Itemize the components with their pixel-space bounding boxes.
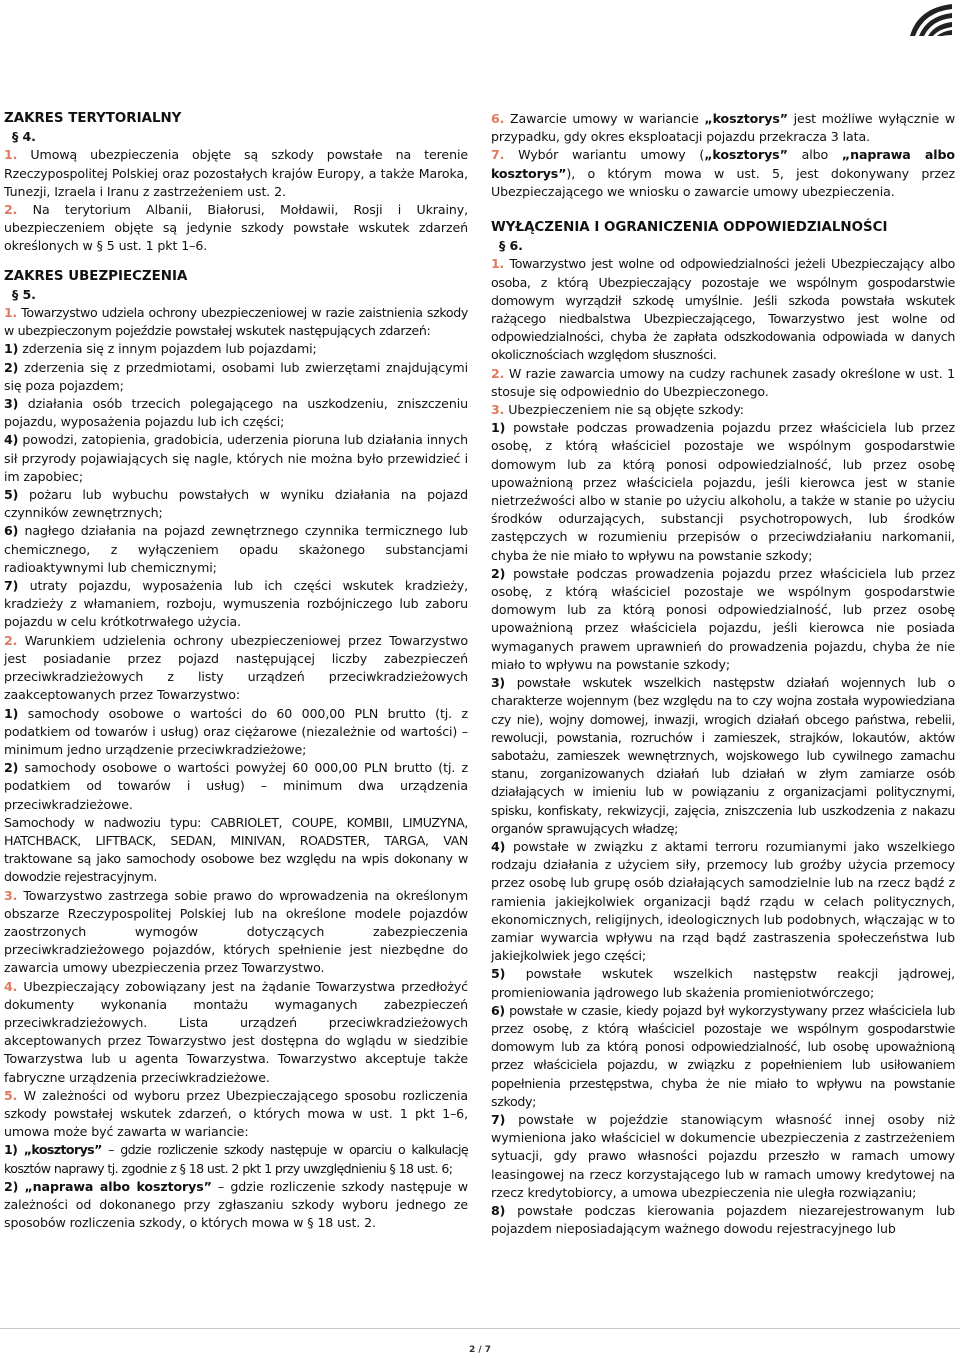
list-item <box>4 522 468 577</box>
item-number: 2) <box>4 760 19 776</box>
paragraph-text: Ubezpieczający zobowiązany jest na żądanie Towarzystwa przedłożyć dokumenty wykonania montażu wymaganych zabezpieczeń przeciwkradzieżowych. Lista urządzeń przeciwkradzieżowych akceptowanych przez Towarzystwo jest dostępna do wglądu w siedzibie Towarzystwa lub u agenta Towarzystwa. Towarzystwo akceptuje także fabryczne urządzenia przeciwkradzieżowe. <box>4 978 469 1085</box>
paragraph-text: Zawarcie umowy w wariancie <box>510 111 699 126</box>
item-text: – gdzie rozliczenie szkody następuje w zależności od dokonanego przy zgłaszaniu szkody wyboru jednego ze sposobów rozliczenia szkody, o których mowa w § 18 ust. 2. <box>4 1178 469 1231</box>
variant-keyword: „kosztorys” <box>704 111 788 126</box>
paragraph-6-2 <box>491 365 955 401</box>
list-item <box>491 419 955 565</box>
paragraph-text: albo <box>801 147 829 163</box>
swoosh-logo-icon <box>908 2 954 38</box>
item-text: pożaru lub wybuchu powstałych w wyniku działania na pojazd czynników zewnętrznych; <box>4 487 468 521</box>
list-item <box>4 431 468 486</box>
paragraph-text: Wybór wariantu umowy ( <box>518 147 705 163</box>
page-number: 2 / 7 <box>468 1345 492 1355</box>
item-number: 7) <box>491 1111 506 1127</box>
paragraph-number: 4. <box>4 978 18 994</box>
section-6: § 6. <box>499 238 523 254</box>
paragraph-number: 1. <box>4 147 18 163</box>
list-item <box>491 838 955 965</box>
paragraph-text: jest możliwe wyłącznie w przypadku, gdy okres eksploatacji pojazdu przekracza 3 lata. <box>491 111 956 145</box>
item-number: 1) <box>491 420 506 436</box>
item-number: 1) <box>4 705 19 721</box>
paragraph-text: Warunkiem udzielenia ochrony ubezpieczeniowej przez Towarzystwo jest posiadanie przez pojazd następującej liczby zabezpieczeń przeciwkradzieżowych z listy urządzeń przeciwkradzieżowych zaakceptowanych przez Towarzystwo: <box>4 632 468 703</box>
item-text: – gdzie rozliczenie szkody następuje w oparciu o kalkulację kosztów naprawy tj. zgodnie z § 18 ust. 2 pkt 1 przy uwzględnieniu § 18 ust. 6; <box>4 1142 468 1176</box>
item-number: 6) <box>4 523 19 539</box>
item-text: działania osób trzecich polegającego na uszkodzeniu, zniszczeniu pojazdu, wyposażenia pojazdu lub ich części; <box>4 396 468 430</box>
item-text: powstałe podczas prowadzenia pojazdu przez właściciela lub przez osobę, z którą właściciel pozostaje we wspólnym gospodarstwie domowym lub za którą ponosi odpowiedzialność, lub przez osobę upoważnioną przez właściciela pojazdu, jeśli kierowca jest w stanie nietrzeźwości albo w stanie po użyciu alkoholu, a także w stanie po użyciu środków odurzających, substancji psychotropowych, lub środków zastępczych w rozumieniu przepisów o przeciwdziałaniu narkomanii, chyba że nie miało to wpływu na powstanie szkody; <box>491 420 955 563</box>
item-number: 8) <box>491 1202 506 1218</box>
list-item <box>491 674 955 838</box>
item-number: 1) <box>4 341 19 357</box>
item-text: powstałe w czasie, kiedy pojazd był wykorzystywany przez właściciela lub przez osobę, z którą właściciel pozostaje we wspólnym gospodarstwie domowym lub za którą ponosi odpowiedzialność, lub osobę upoważnioną przez właściciela pojazdu, w związku z popełnieniem lub usiłowaniem popełnienia przestępstwa, chyba że nie miało to wpływu na powstanie szkody; <box>491 1002 955 1109</box>
list-item <box>491 1202 955 1238</box>
paragraph-number: 6. <box>491 111 505 126</box>
list-item <box>4 1141 468 1177</box>
item-text: powstałe w związku z aktami terroru rozumianymi jako wszelkiego rodzaju działania z użyciem siły, przemocy lub groźby użycia przemocy przez osobę lub grupę osób działających samodzielnie lub na rzecz bądź z ramienia jakiejkolwiek organizacji bądź rządu w celach politycznych, ekonomicznych, religijnych, ideologicznych lub podobnych, włączając w to zamiar wywarcia wpływu na rząd bądź zastraszenia społeczeństwa lub jakiejkolwiek jego części; <box>491 838 955 964</box>
item-text: samochody osobowe o wartości powyżej 60 000,00 PLN brutto (tj. z podatkiem od towarów i usług) – minimum dwa urządzenia przeciwkradzieżowe. <box>4 760 468 812</box>
paragraph-6-3 <box>491 401 955 419</box>
paragraph-5-6 <box>491 110 955 146</box>
item-text: samochody osobowe o wartości do 60 000,00 PLN brutto (tj. z podatkiem od towarów i usług) oraz ciężarowe (niezależnie od wartości) – minimum jedno urządzenie przeciwkradzieżowe; <box>4 705 469 757</box>
item-text: powstałe podczas prowadzenia pojazdu przez właściciela lub przez osobę, z którą właściciel pozostaje we wspólnym gospodarstwie domowym lub za którą ponosi odpowiedzialność, lub przez osobę upoważnioną przez właściciela pojazdu, jeśli kierowca nie posiada wymaganych prawem uprawnień do prowadzenia pojazdu, chyba że nie miało to wpływu na powstanie szkody; <box>491 565 955 672</box>
item-number: 3) <box>491 675 505 691</box>
section-4: § 4. <box>12 129 36 145</box>
list-item <box>4 486 468 522</box>
item-number: 4) <box>4 432 19 448</box>
item-number: 7) <box>4 578 19 594</box>
paragraph-number: 2. <box>4 632 18 648</box>
variant-keyword: „naprawa albo kosztorys” <box>24 1178 212 1194</box>
paragraph-number: 3. <box>491 402 505 418</box>
paragraph-5-1 <box>4 304 468 340</box>
heading-exclusions: WYŁĄCZENIA I OGRANICZENIA ODPOWIEDZIALNOŚCI <box>491 220 888 236</box>
paragraph-text: W zależności od wyboru przez Ubezpieczającego sposobu rozliczenia szkody powstałej wskutek zdarzeń, o których mowa w ust. 1 pkt 1–6, umowa może być zawarta w wariancie: <box>4 1087 468 1140</box>
list-item <box>4 340 468 358</box>
list-item <box>491 1111 955 1202</box>
right-column <box>491 110 955 1238</box>
paragraph-text: Na terytorium Albanii, Białorusi, Mołdawii, Rosji i Ukrainy, ubezpieczeniem objęte są jedynie szkody powstałe wskutek zdarzeń określonych w § 5 ust. 1 pkt 1–6. <box>4 202 469 254</box>
left-column <box>4 110 468 1232</box>
paragraph-number: 1. <box>491 256 504 272</box>
item-number: 4) <box>491 838 506 854</box>
paragraph-text: Umową ubezpieczenia objęte są szkody powstałe na terenie Rzeczypospolitej Polskiej oraz pozostałych krajów Europy, a także Maroka, Tunezji, Izraela i Iranu z zastrzeżeniem ust. 2. <box>4 147 469 199</box>
paragraph-5-2 <box>4 632 468 705</box>
paragraph-text: W razie zawarcia umowy na cudzy rachunek zasady określone w ust. 1 stosuje się odpowiednio do Ubezpieczonego. <box>491 365 955 399</box>
item-number: 2) <box>4 359 19 375</box>
list-item <box>4 395 468 431</box>
item-number: 6) <box>491 1002 505 1018</box>
list-item <box>491 565 955 674</box>
variant-keyword: „naprawa albo kosztorys” <box>491 147 955 181</box>
item-text: utraty pojazdu, wyposażenia lub ich części wskutek kradzieży, kradzieży z włamaniem, rozboju, wymuszenia rozbójniczego lub zaboru pojazdu w celu krótkotrwałego użycia. <box>4 578 468 630</box>
paragraph-number: 1. <box>4 305 17 321</box>
list-item <box>4 1178 468 1233</box>
paragraph-text: Towarzystwo jest wolne od odpowiedzialności jeżeli Ubezpieczający albo osoba, z którą Ubezpieczający pozostaje we wspólnym gospodarstwie domowym wyrządził szkodę umyślnie. Jeśli szkoda powstała wskutek rażącego niedbalstwa Ubezpieczającego, Towarzystwo jest wolne od odpowiedzialności, chyba że zapłata odszkodowania odpowiada w danych okolicznościach względom słuszności. <box>491 256 955 363</box>
paragraph-4-2 <box>4 201 468 256</box>
paragraph-text: Ubezpieczeniem nie są objęte szkody: <box>508 402 744 418</box>
list-item <box>4 759 468 814</box>
list-item <box>4 705 468 760</box>
list-item <box>491 1002 955 1111</box>
item-number: 5) <box>491 966 506 982</box>
paragraph-number: 7. <box>491 147 505 163</box>
paragraph-number: 3. <box>4 887 18 903</box>
paragraph-5-7 <box>491 146 955 201</box>
footer-divider <box>0 1328 960 1329</box>
paragraph-6-1 <box>491 255 955 364</box>
list-item <box>4 359 468 395</box>
item-text: powstałe wskutek wszelkich następstw reakcji jądrowej, promieniowania jądrowego lub skażenia promieniotwórczego; <box>491 966 955 1000</box>
item-number: 5) <box>4 487 19 503</box>
paragraph-number: 5. <box>4 1087 18 1103</box>
paragraph-4-1 <box>4 146 468 201</box>
paragraph-text: ), o którym mowa w ust. 5, jest dokonywany przez Ubezpieczającego we wniosku o zawarcie umowy ubezpieczenia. <box>491 165 955 199</box>
paragraph-number: 2. <box>491 365 505 381</box>
paragraph-5-4 <box>4 978 468 1087</box>
item-text: powstałe wskutek wszelkich następstw działań wojennych lub o charakterze wojennym (bez względu na to czy wojna została wypowiedziana czy nie), wojny domowej, inwazji, wrogich działań obcego państwa, rebelii, rewolucji, powstania, rozruchów i zamieszek, strajków, lokautów, aktów sabotażu, zamieszek wewnętrznych, wojskowego lub cywilnego zamachu stanu, zorganizowanych działań lub działań w złym zamiarze osób działających w imieniu lub w powiązaniu z organizacjami politycznymi, spisku, konfiskaty, rekwizycji, zajęcia, zniszczenia lub uszkodzenia z nakazu organów sprawujących władzę; <box>491 675 955 836</box>
paragraph-text: Towarzystwo udziela ochrony ubezpieczeniowej w razie zaistnienia szkody w ubezpieczonym pojeździe powstałej wskutek następujących zdarzeń: <box>4 305 468 339</box>
item-number: 1) <box>4 1142 18 1158</box>
item-number: 3) <box>4 396 19 412</box>
item-text: powstałe w pojeździe stanowiącym własność innej osoby niż wymieniona jako właściciel w dokumencie ubezpieczenia z zastrzeżeniem sytuacji, gdy prawo własności pojazdu przeszło w ramach umowy leasingowej na rzecz korzystającego lub w ramach umowy kredytowej na rzecz kredytobiorcy, a umowa ubezpieczenia nie uległa rozwiązaniu; <box>491 1111 955 1200</box>
paragraph-5-5 <box>4 1087 468 1142</box>
section-5: § 5. <box>12 286 36 302</box>
item-text: nagłego działania na pojazd zewnętrznego czynnika termicznego lub chemicznego, z wyłączeniem opadu skażonego substancjami radioaktywnymi lub chemicznymi; <box>4 523 468 575</box>
variant-keyword: „kosztorys” <box>704 147 788 163</box>
heading-insurance-scope: ZAKRES UBEZPIECZENIA <box>4 268 188 284</box>
paragraph-number: 2. <box>4 202 18 218</box>
item-text: powodzi, zatopienia, gradobicia, uderzenia pioruna lub działania innych sił przyrody pojawiających się nagle, których nie można było przewidzieć i im zapobiec; <box>4 432 468 484</box>
list-item <box>491 965 955 1001</box>
item-text: zderzenia się z innym pojazdem lub pojazdami; <box>22 341 317 357</box>
variant-keyword: „kosztorys” <box>23 1142 102 1158</box>
body-types-note: Samochody w nadwoziu typu: CABRIOLET, COUPE, KOMBII, LIMUZYNA, HATCHBACK, LIFTBACK, SEDAN, MINIVAN, ROADSTER, TARGA, VAN traktowane są jako samochody osobowe bez względu na wpis dokonany w dowodzie rejestracyjnym. <box>4 814 468 885</box>
item-text: powstałe podczas kierowania pojazdem niezarejestrowanym lub pojazdem nieposiadającym ważnego dowodu rejestracyjnego lub <box>491 1202 955 1237</box>
paragraph-text: Towarzystwo zastrzega sobie prawo do wprowadzenia na określonym obszarze Rzeczypospolitej Polskiej lub na określone modele pojazdów zaostrzonych wymogów dotyczących zabezpieczenia przeciwkradzieżowego pojazdów, których spełnienie jest niezbędne do zawarcia umowy ubezpieczenia przez Towarzystwo. <box>4 887 469 976</box>
paragraph-5-3 <box>4 887 468 978</box>
item-text: zderzenia się z przedmiotami, osobami lub zwierzętami znajdującymi się poza pojazdem; <box>4 359 468 393</box>
list-item <box>4 577 468 632</box>
item-number: 2) <box>4 1178 19 1194</box>
item-number: 2) <box>491 565 506 581</box>
heading-territorial-scope: ZAKRES TERYTORIALNY <box>4 111 182 126</box>
